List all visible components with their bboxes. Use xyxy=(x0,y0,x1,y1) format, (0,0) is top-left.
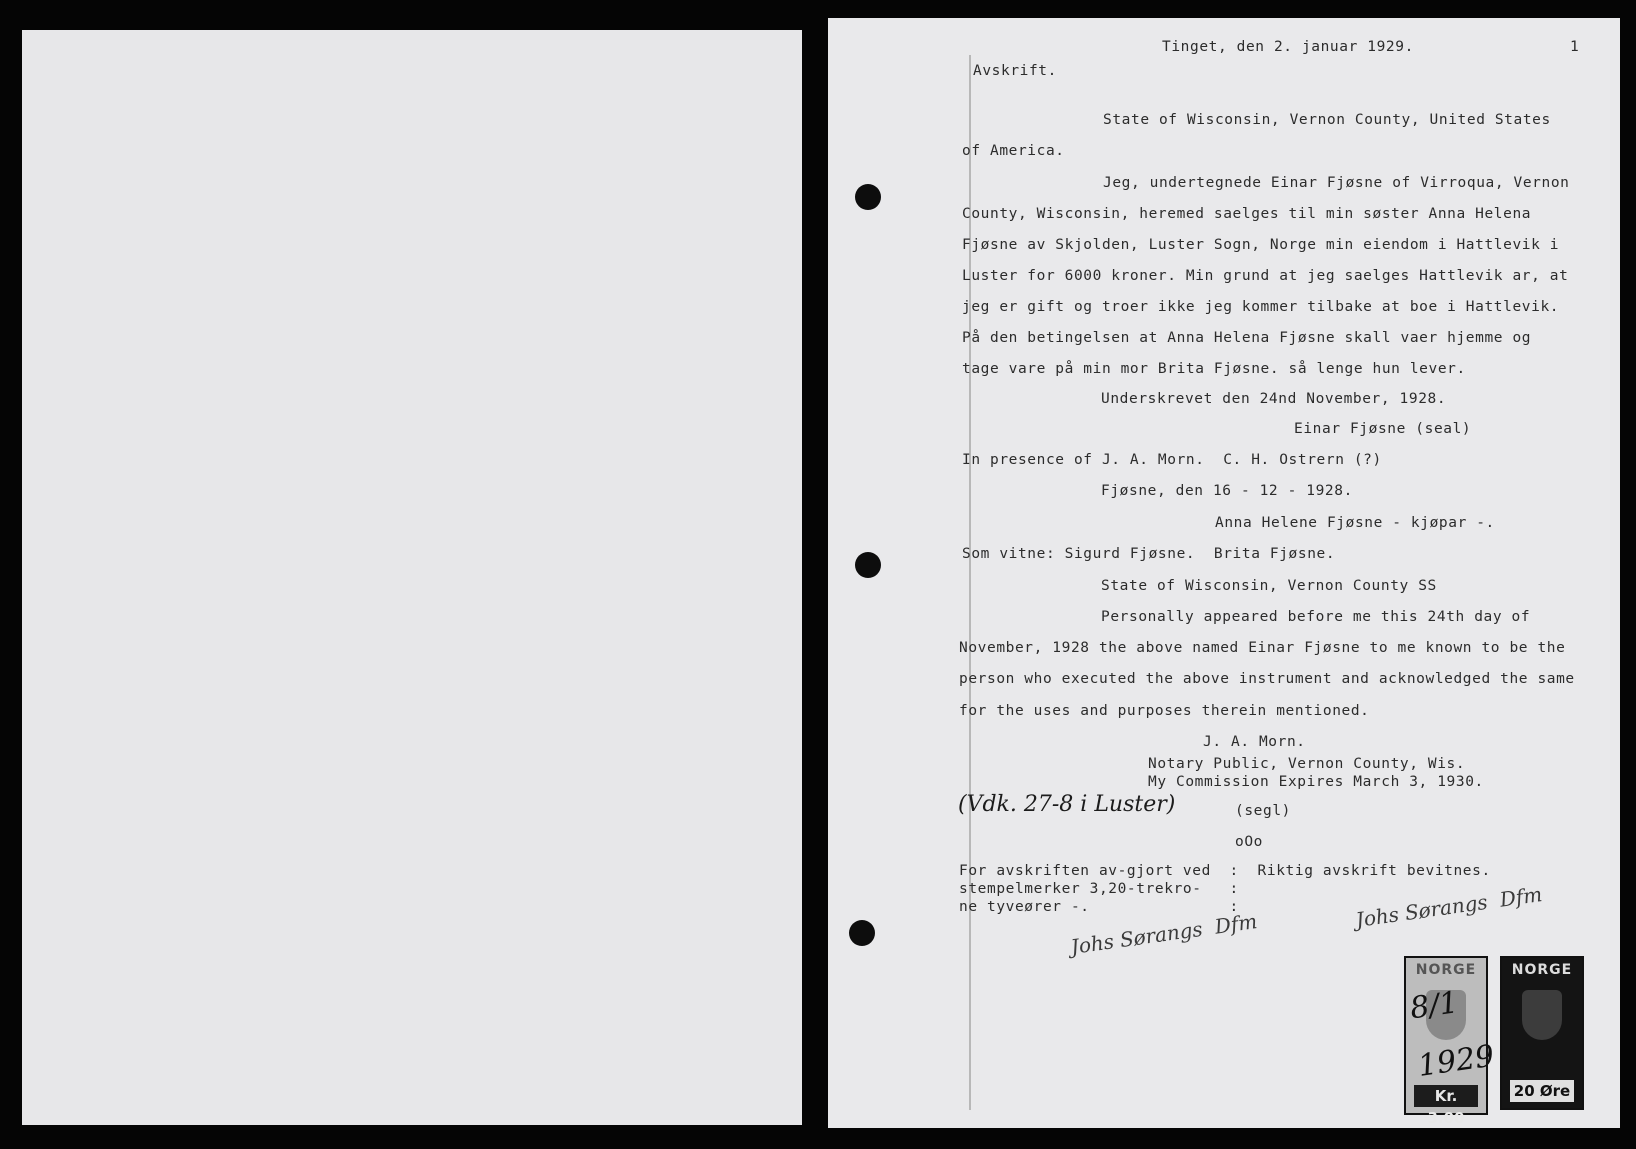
notary-name: J. A. Morn. xyxy=(1203,734,1306,750)
separator: oOo xyxy=(1235,834,1263,850)
text-line: Fjøsne, den 16 - 12 - 1928. xyxy=(1101,483,1353,499)
text-line: Personally appeared before me this 24th day of xyxy=(1101,609,1531,625)
text-line: Som vitne: Sigurd Fjøsne. Brita Fjøsne. xyxy=(962,546,1336,562)
text-line: State of Wisconsin, Vernon County SS xyxy=(1101,578,1437,594)
text-line: Fjøsne av Skjolden, Luster Sogn, Norge min eiendom i Hattlevik i xyxy=(962,237,1560,253)
punch-hole xyxy=(855,552,881,578)
text-line: Anna Helene Fjøsne - kjøpar -. xyxy=(1215,515,1495,531)
text-line: County, Wisconsin, heremed saelges til min søster Anna Helena xyxy=(962,206,1532,222)
stamp-cancellation: 8/1 1929 xyxy=(1407,985,1497,1084)
text-line: Einar Fjøsne (seal) xyxy=(1294,421,1472,437)
revenue-stamp xyxy=(1500,956,1584,1110)
text-line: In presence of J. A. Morn. C. H. Ostrern (?) xyxy=(962,452,1382,468)
notary-commission: My Commission Expires March 3, 1930. xyxy=(1148,774,1484,790)
text-line: person who executed the above instrument and acknowledged the same xyxy=(959,671,1575,687)
signature-left: Johs Sørangs Dfm xyxy=(1069,909,1259,959)
text-line: November, 1928 the above named Einar Fjøsne to me known to be the xyxy=(959,640,1566,656)
page-number: 1 xyxy=(1570,39,1580,55)
text-line: for the uses and purposes therein mentioned. xyxy=(959,703,1370,719)
fee-note-line: stempelmerker 3,20-trekro- : xyxy=(959,881,1239,897)
text-line: State of Wisconsin, Vernon County, United States xyxy=(1103,112,1551,128)
handwritten-reference-note: (Vdk. 27-8 i Luster) xyxy=(958,792,1176,817)
fee-note-line: ne tyveører -. : xyxy=(959,899,1239,915)
fee-note-line: For avskriften av-gjort ved : Riktig avskrift bevitnes. xyxy=(959,863,1491,879)
text-line: På den betingelsen at Anna Helena Fjøsne skall vaer hjemme og xyxy=(962,330,1532,346)
stamp-country: NORGE xyxy=(1511,962,1573,978)
notary-title: Notary Public, Vernon County, Wis. xyxy=(1148,756,1466,772)
text-line: of America. xyxy=(962,143,1065,159)
text-line: tage vare på min mor Brita Fjøsne. så lenge hun lever. xyxy=(962,361,1466,377)
stamp-country: NORGE xyxy=(1415,962,1477,978)
punch-hole xyxy=(855,184,881,210)
document-title: Avskrift. xyxy=(973,63,1057,79)
text-line: Underskrevet den 24nd November, 1928. xyxy=(1101,391,1447,407)
text-line: Jeg, undertegnede Einar Fjøsne of Virroqua, Vernon xyxy=(1103,175,1570,191)
blank-left-page xyxy=(22,30,802,1125)
seal-text: (segl) xyxy=(1235,803,1291,819)
document-date: Tinget, den 2. januar 1929. xyxy=(1162,39,1414,55)
punch-hole xyxy=(849,920,875,946)
stamp-value: Kr. 3.00 xyxy=(1414,1085,1478,1107)
signature-right: Johs Sørangs Dfm xyxy=(1354,882,1544,932)
text-line: jeg er gift og troer ikke jeg kommer tilbake at boe i Hattlevik. xyxy=(962,299,1560,315)
coat-of-arms-icon xyxy=(1522,990,1562,1040)
text-line: Luster for 6000 kroner. Min grund at jeg saelges Hattlevik ar, at xyxy=(962,268,1569,284)
stamp-value: 20 Øre xyxy=(1510,1080,1574,1102)
